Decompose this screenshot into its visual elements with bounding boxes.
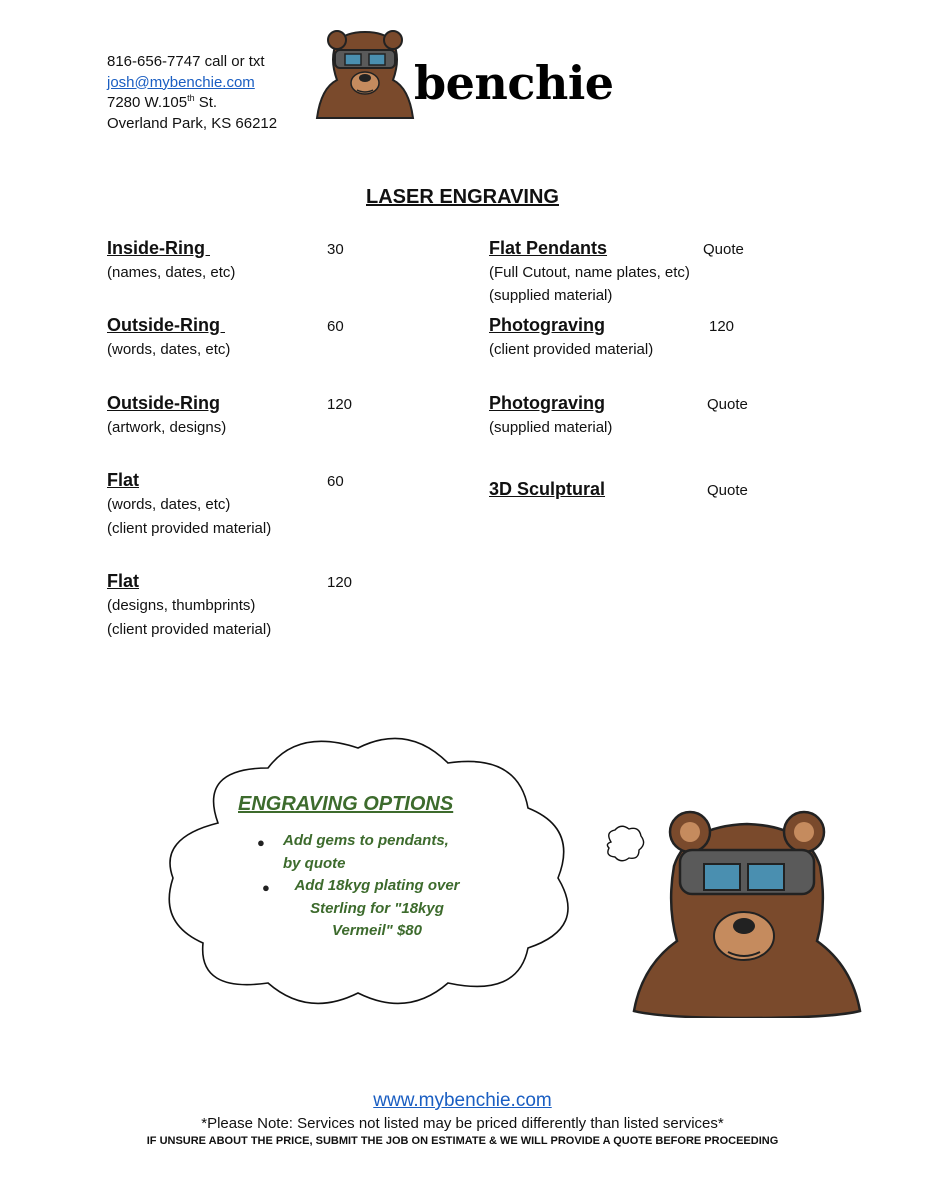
service-price: Quote [707,482,748,499]
service-name: 3D Sculptural [489,479,606,499]
options-title: ENGRAVING OPTIONS [238,793,454,815]
street-address: 7280 W.105th St. [107,93,218,111]
service-desc: (Full Cutout, name plates, etc) [489,264,690,281]
option-item: Add 18kyg plating over Sterling for "18kyg Vermeil" $80 [294,877,460,939]
service-name: Flat [107,571,140,591]
service-desc: (client provided material) [107,520,272,537]
pricing-note: *Please Note: Services not listed may be priced differently than listed services* [201,1115,724,1132]
service-name: Outside-Ring [107,393,220,413]
service-item [107,238,235,285]
service-name: Inside-Ring [107,238,210,258]
service-item [489,479,605,500]
city-text: Overland Park, KS 66212 [107,114,278,132]
service-item [107,393,226,440]
service-desc: (designs, thumbprints) [107,597,256,614]
website-link[interactable]: www.mybenchie.com [373,1090,552,1111]
service-price: 120 [327,574,353,591]
service-price: 60 [327,473,344,490]
bear-mascot-icon [632,806,862,1023]
service-desc: (names, dates, etc) [107,264,236,281]
service-desc: (client provided material) [489,341,654,358]
service-desc: (artwork, designs) [107,419,227,436]
service-item [489,315,653,362]
bullet-icon: ● [262,880,270,895]
email-link[interactable]: josh@mybenchie.com [107,73,255,91]
phone-text: 816-656-7747 call or txt [107,53,265,70]
service-name: Flat Pendants [489,238,608,258]
option-item: Add gems to pendants, by quote [283,832,449,872]
service-item [107,571,271,642]
service-price: Quote [703,241,744,258]
service-name: Flat [107,470,140,490]
service-name: Photograving [489,393,605,413]
brand-logo-text: benchie [414,56,614,110]
service-desc: (supplied material) [489,287,613,304]
service-item [489,238,690,307]
service-price: Quote [707,396,748,413]
service-price: 60 [327,318,344,335]
service-name: Outside-Ring [107,315,225,335]
bullet-icon: ● [257,835,265,850]
service-desc: (words, dates, etc) [107,496,231,513]
service-item [107,315,230,362]
service-item [489,393,612,440]
page-title: LASER ENGRAVING [366,186,559,208]
contact-block [107,52,277,134]
service-desc: (client provided material) [107,621,272,638]
service-name: Photograving [489,315,605,335]
service-price: 120 [709,318,735,335]
estimate-note: IF UNSURE ABOUT THE PRICE, SUBMIT THE JOB ON ESTIMATE & WE WILL PROVIDE A QUOTE BEFORE PROCEEDING [146,1135,779,1147]
service-desc: (supplied material) [489,419,613,436]
service-item [107,470,271,541]
service-price: 120 [327,396,353,413]
logo-bear-icon [315,28,415,125]
service-desc: (words, dates, etc) [107,341,231,358]
service-price: 30 [327,241,344,258]
